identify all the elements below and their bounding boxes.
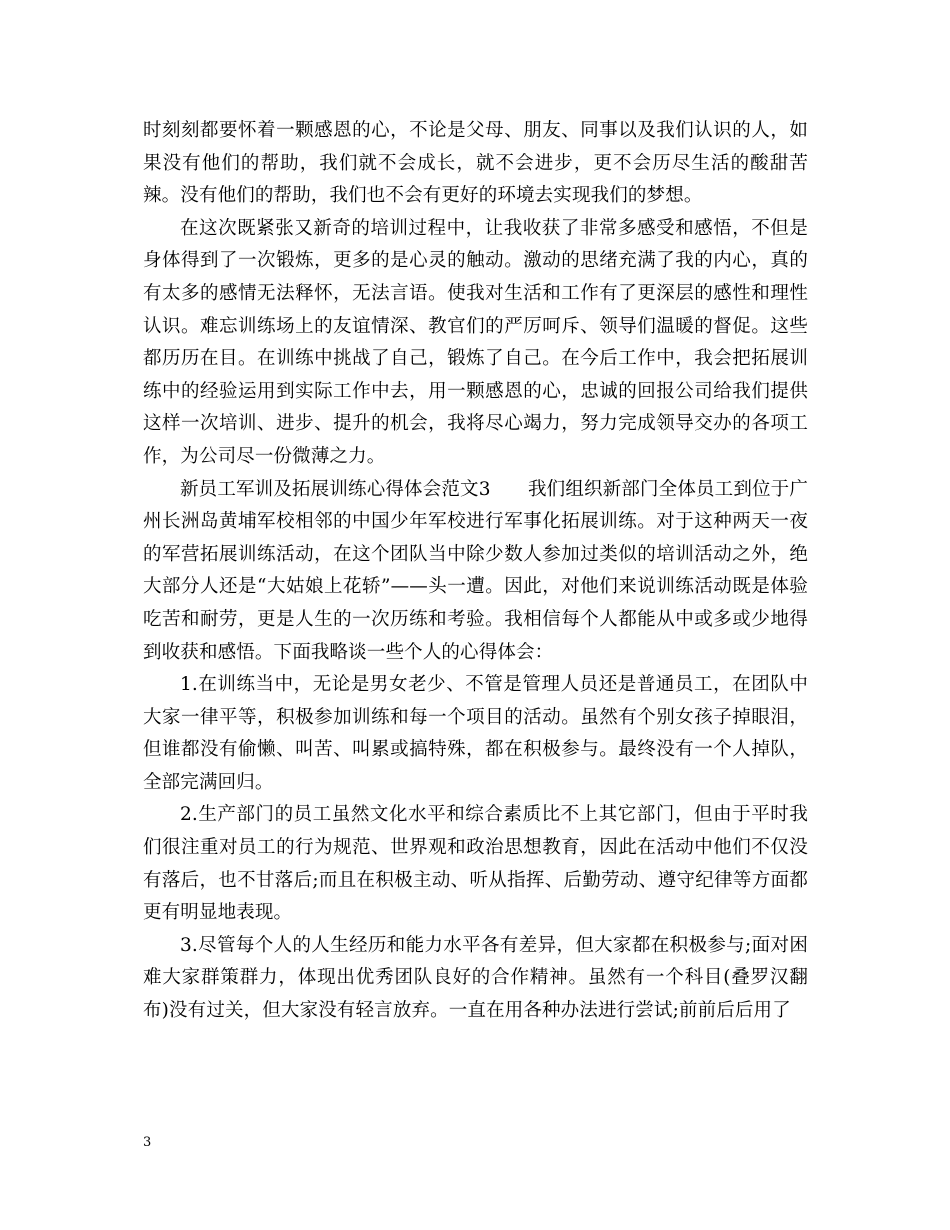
- paragraph-2: 在这次既紧张又新奇的培训过程中，让我收获了非常多感受和感悟，不但是身体得到了一次锻炼，更多的是心灵的触动。激动的思绪充满了我的内心，真的有太多的感情无法释怀，无法言语。使我对生活和工作有了更深层的感性和理性认识。难忘训练场上的友谊情深、教官们的严厉呵斥、领导们温暖的督促。这些都历历在目。在训练中挑战了自己，锻炼了自己。在今后工作中，我会把拓展训练中的经验运用到实际工作中去，用一颗感恩的心，忠诚的回报公司给我们提供这样一次培训、进步、提升的机会，我将尽心竭力，努力完成领导交办的各项工作，为公司尽一份微薄之力。: [143, 217, 808, 467]
- document-body: [143, 115, 808, 1028]
- paragraph-5: 2.生产部门的员工虽然文化水平和综合素质比不上其它部门，但由于平时我们很注重对员工的行为规范、世界观和政治思想教育，因此在活动中他们不仅没有落后，也不甘落后;而且在积极主动、听从指挥、后勤劳动、遵守纪律等方面都更有明显地表现。: [143, 804, 808, 924]
- paragraph-1: 时刻刻都要怀着一颗感恩的心，不论是父母、朋友、同事以及我们认识的人，如果没有他们的帮助，我们就不会成长，就不会进步，更不会历尽生活的酸甜苦辣。没有他们的帮助，我们也不会有更好的环境去实现我们的梦想。: [143, 120, 808, 207]
- page-number: 3: [143, 1135, 152, 1150]
- paragraph-3: 新员工军训及拓展训练心得体会范文3 我们组织新部门全体员工到位于广州长洲岛黄埔军校相邻的中国少年军校进行军事化拓展训练。对于这种两天一夜的军营拓展训练活动，在这个团队当中除少数人参加过类似的培训活动之外，绝大部分人还是“大姑娘上花轿”——头一遭。因此，对他们来说训练活动既是体验吃苦和耐劳，更是人生的一次历练和考验。我相信每个人都能从中或多或少地得到收获和感悟。下面我略谈一些个人的心得体会：: [143, 478, 808, 663]
- paragraph-4: 1.在训练当中，无论是男女老少、不管是管理人员还是普通员工，在团队中大家一律平等，积极参加训练和每一个项目的活动。虽然有个别女孩子掉眼泪，但谁都没有偷懒、叫苦、叫累或搞特殊，都在积极参与。最终没有一个人掉队，全部完满回归。: [143, 674, 808, 793]
- paragraph-6: 3.尽管每个人的人生经历和能力水平各有差异，但大家都在积极参与;面对困难大家群策群力，体现出优秀团队良好的合作精神。虽然有一个科目(叠罗汉翻布)没有过关，但大家没有轻言放弃。一直在用各种办法进行尝试;前前后后用了: [143, 934, 808, 1022]
